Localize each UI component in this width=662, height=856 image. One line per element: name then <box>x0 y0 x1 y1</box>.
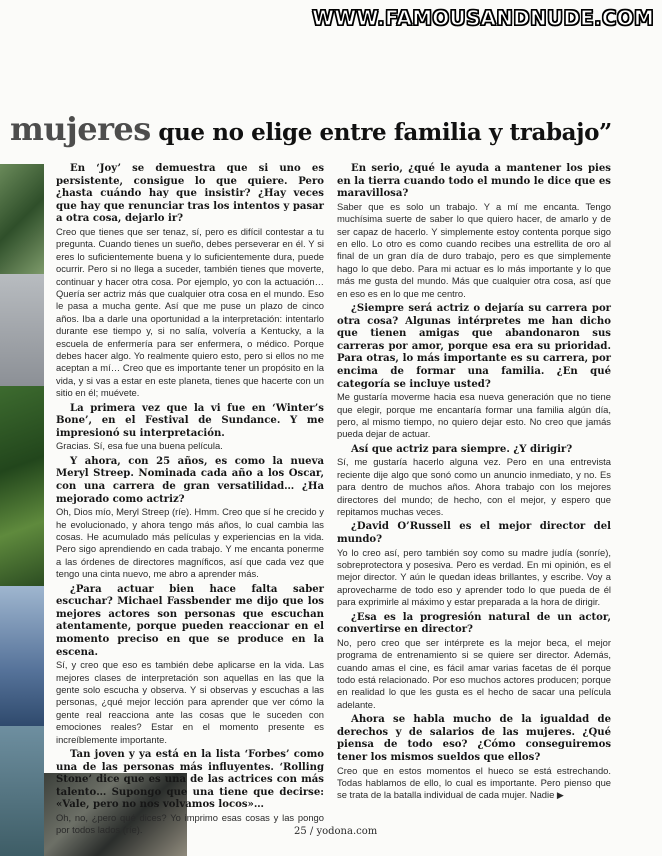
interview-question: Tan joven y ya está en la lista ‘Forbes’ como una de las personas más influyentes. ‘Rolling Stone’ dice que es una de las actrices con más talento… Supongo que una tiene que decirse: «Vale, pero no nos volvamos locos»… <box>56 749 324 811</box>
side-photo-strip <box>0 164 44 856</box>
interview-answer: Yo lo creo así, pero también soy como su madre judía (sonríe), sobreprotectora y posesiva. Pero es verdad. En mi opinión, es el mejor director. Y aún le quedan ideas brillantes, y escribe. Voy a aprovecharme de todo eso y aprender todo lo que pueda de él para exprimirle al máximo y estar preparada a la hora de dirigir. <box>337 546 611 608</box>
interview-question: ¿Esa es la progresión natural de un actor, convertirse en director? <box>337 611 611 636</box>
photo-segment <box>0 164 44 274</box>
interview-question: Y ahora, con 25 años, es como la nueva Meryl Streep. Nominada cada año a los Oscar, con una carrera de gran versatilidad… ¿Ha mejorado como actriz? <box>56 455 324 505</box>
photo-segment <box>0 586 44 726</box>
interview-answer: Gracias. Sí, esa fue una buena película. <box>56 440 223 452</box>
interview-answer: Creo que tienes que ser tenaz, sí, pero es difícil contestar a tu pregunta. Cuando tienes un sueño, debes perseverar en él. Y si eres lo suficientemente buena y lo suficientemente dura, puede ocurrir. Pero si no llega a suceder, también tienes que moverte, continuar y hacer otra cosa. Por ejemplo, yo con la actuación… Quería ser actriz más que cualquier otra cosa en el mundo. Eso le pasa a mucha gente. Así que me puse un plazo de cinco años. Iba a darle una oportunidad a la interpretación: intentarlo durante ese tiempo y, si no salía, volvería a Kentucky, a la escuela de enfermería para ser enfermera, o médico. Porque debes hacer algo. Yo realmente quiero esto, pero si ellos no me aceptan a mí… Creo que es importante tener un propósito en la vida, y si vas a estar en este planeta, tienes que hacerte con un sitio en él; muévete. <box>56 225 324 399</box>
watermark-logo: WWW.FAMOUSANDNUDE.COM <box>312 6 654 30</box>
interview-answer: Oh, Dios mío, Meryl Streep (ríe). Hmm. Creo que sí he crecido y he evolucionado, y ahora tengo más años, lo cual cambia las cosas. He acumulado más películas y experiencias en la vida. Pero sigo aprendiendo en cada trabajo. Y me encanta ponerme a las órdenes de directores magníficos, así que cada vez que tengo una cinta nuevo, me abro a aprender más. <box>56 506 324 580</box>
headline-highlight: mujeres <box>10 110 151 148</box>
continue-arrow-icon: ▶ <box>554 790 564 801</box>
right-text-column <box>337 163 611 802</box>
photo-segment <box>0 726 44 856</box>
headline-rest: que no elige entre familia y trabajo” <box>150 119 612 146</box>
interview-question: La primera vez que la vi fue en ‘Winter’s Bone’, en el Festival de Sundance. Y me impresionó su interpretación. <box>56 402 324 439</box>
interview-question: ¿David O’Russell es el mejor director del mundo? <box>337 521 611 546</box>
headline <box>10 110 660 148</box>
interview-question: Así que actriz para siempre. ¿Y dirigir? <box>351 443 573 455</box>
interview-answer: No, pero creo que ser intérprete es la mejor beca, el mejor programa de entrenamiento si se quiere ser director. Además, cuando amas el cine, es fácil amar varias facetas de él porque todo está relacionado. Por eso muchos actores producen; porque en realidad lo que les gusta es el hecho de sacar una película adelante. <box>337 636 611 710</box>
photo-segment <box>0 386 44 586</box>
interview-question: ¿Para actuar bien hace falta saber escuchar? Michael Fassbender me dijo que los mejores actores son personas que escuchan atentamente, porque pueden reaccionar en el momento preciso en que se produce en la escena. <box>56 583 324 658</box>
interview-answer: Sí, me gustaría hacerlo alguna vez. Pero en una entrevista reciente dije algo que sonó como un anuncio inmediato, y no. Es para dentro de muchos años. Ahora trabajo con los mejores directores del mundo; de hecho, con el mejor, y espero que repitamos muchas veces. <box>337 456 611 518</box>
photo-segment <box>0 274 44 386</box>
page-footer: 25 / yodona.com <box>294 826 378 837</box>
interview-answer: Oh, no, ¿pero qué dices? Yo imprimo esas cosas y las pongo por todos lados (ríe). <box>56 812 324 836</box>
interview-question: En ‘Joy’ se demuestra que si uno es persistente, consigue lo que quiere. Pero ¿hasta cuándo hay que insistir? ¿Hay veces que hay que renunciar tras los intentos y pasar a otra cosa, dejarlo ir? <box>56 163 324 225</box>
interview-question: Ahora se habla mucho de la igualdad de derechos y de salarios de las mujeres. ¿Qué piensa de todo eso? ¿Cómo conseguiremos tener los mismos sueldos que ellos? <box>337 714 611 764</box>
interview-question: ¿Siempre será actriz o dejaría su carrera por otra cosa? Algunas intérpretes me han dicho que tienen amigas que abandonaron sus carreras por amor, porque esa era su prioridad. Para otras, lo más importante es su carrera, por encima de formar una familia. ¿En qué categoría se incluye usted? <box>337 303 611 390</box>
interview-answer: Me gustaría moverme hacia esa nueva generación que no tiene que elegir, porque me encantaría formar una familia algún día, pero, al mismo tiempo, no quiero dejar esto. No creo que jamás pueda dejar de actuar. <box>337 391 611 440</box>
interview-answer: Creo que en estos momentos el hueco se está estrechando. Todas hablamos de ello, lo cual es importante. Pero pienso que se trata de la batalla individual de cada mujer. Nadie ▶ <box>337 764 611 801</box>
left-text-column <box>56 163 324 837</box>
interview-question: En serio, ¿qué le ayuda a mantener los pies en la tierra cuando todo el mundo le dice que es maravillosa? <box>337 163 611 200</box>
interview-answer: Sí, y creo que eso es también debe aplicarse en la vida. Las mejores clases de interpretación son aquellas en las que la gente solo escucha y observa. Y si observas y escuchas a las personas, ¿qué mejor lección para aprender que ver cómo la gente real reacciona ante las cosas que le suceden con emociones reales? Estar en el momento presente es increíblemente importante. <box>56 659 324 745</box>
interview-answer: Saber que es solo un trabajo. Y a mí me encanta. Tengo muchísima suerte de saber lo que quiero hacer, de amarlo y de ser capaz de hacerlo. Y simplemente estoy contenta porque sigo en ello. Lo otro es como cuando recibes una estrellita de oro al final de un gran día de duro trabajo, pero es que simplemente hago lo que debo. Para mi actuar es lo más importante y lo que más me gusta del mundo. Más que cualquier otra cosa, así que en eso es en lo que me centro. <box>337 200 611 299</box>
